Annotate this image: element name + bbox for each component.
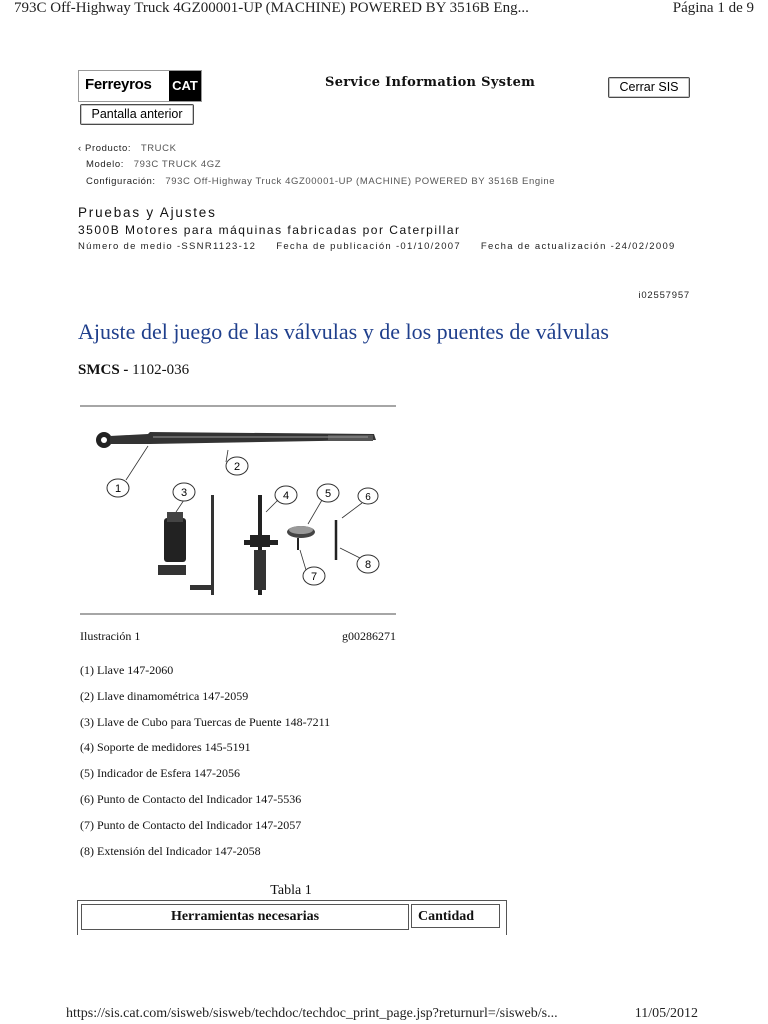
chevron-left-icon[interactable]: ‹ [78, 143, 82, 154]
list-item: (1) Llave 147-2060 [80, 663, 174, 677]
callout-7 [300, 550, 325, 585]
callout-label-3: 3 [180, 487, 188, 499]
callout-label-8: 8 [364, 559, 372, 571]
smcs-code [78, 362, 189, 379]
figure-graphic-id: g00286271 [342, 629, 396, 643]
callout-label-7: 7 [310, 571, 318, 583]
callout-label-1: 1 [114, 483, 122, 495]
model-row [86, 159, 221, 170]
callout-8 [340, 548, 379, 573]
section-info [78, 241, 690, 252]
list-item: (7) Punto de Contacto del Indicador 147-2057 [80, 817, 302, 832]
torque-wrench-drawing [96, 432, 376, 448]
config-label: Configuración: [86, 176, 156, 187]
smcs-value: 1102-036 [132, 362, 190, 378]
section-title: Pruebas y Ajustes [78, 205, 217, 220]
media-number: Número de medio -SSNR1123-12 [78, 241, 257, 252]
list-item: (5) Indicador de Esfera 147-2056 [80, 766, 240, 781]
print-page-number: Página 1 de 9 [672, 0, 754, 16]
list-item: (3) Llave de Cubo para Tuercas de Puente 148-7211 [80, 714, 331, 729]
tools-table [77, 900, 507, 935]
list-item: (6) Punto de Contacto del Indicador 147-5536 [80, 791, 302, 806]
callout-label-6: 6 [365, 492, 371, 503]
figure-caption [80, 629, 396, 644]
config-row [86, 176, 555, 187]
callout-label-2: 2 [233, 461, 241, 473]
print-header-title: 793C Off-Highway Truck 4GZ00001-UP (MACHINE) POWERED BY 3516B Eng... [14, 0, 529, 16]
callout-3 [173, 483, 195, 512]
document-id: i02557957 [638, 290, 690, 301]
update-date: Fecha de actualización -24/02/2009 [480, 241, 676, 252]
section-subtitle: 3500B Motores para máquinas fabricadas por Caterpillar [78, 223, 461, 237]
ferreyros-cat-logo [78, 70, 202, 102]
callout-label-4: 4 [282, 490, 290, 502]
smcs-label: SMCS - [78, 362, 129, 378]
list-item: (8) Extensión del Indicador 147-2058 [80, 843, 261, 858]
print-footer-date: 11/05/2012 [634, 1006, 698, 1021]
publication-date: Fecha de publicación -01/10/2007 [276, 241, 461, 252]
tools-illustration [78, 400, 396, 616]
callout-4 [266, 486, 297, 512]
product-row [78, 143, 177, 154]
callout-1 [107, 446, 148, 497]
callout-label-5: 5 [324, 488, 332, 500]
callout-2 [226, 450, 248, 475]
product-label: Producto: [85, 143, 132, 154]
callout-6 [342, 488, 378, 518]
ferreyros-logo-text: Ferreyros [85, 76, 152, 93]
table-caption: Tabla 1 [270, 883, 312, 898]
callout-5 [308, 484, 339, 524]
close-sis-button[interactable]: Cerrar SIS [608, 77, 690, 98]
model-label: Modelo: [86, 159, 124, 170]
socket-drawing [158, 495, 214, 595]
figure-caption-label: Ilustración 1 [80, 629, 141, 643]
table-header-tools: Herramientas necesarias [81, 904, 409, 930]
product-value: TRUCK [140, 143, 177, 154]
print-footer-url: https://sis.cat.com/sisweb/sisweb/techdoc/techdoc_print_page.jsp?returnurl=/sisweb/s... [66, 1006, 558, 1021]
back-button[interactable]: Pantalla anterior [80, 104, 194, 125]
sis-title: Service Information System [325, 75, 536, 90]
model-value: 793C TRUCK 4GZ [133, 159, 222, 170]
cat-logo: CAT [169, 71, 201, 101]
page-title: Ajuste del juego de las válvulas y de los puentes de válvulas [78, 319, 609, 344]
tool-list [80, 658, 330, 864]
list-item: (2) Llave dinamométrica 147-2059 [80, 688, 249, 703]
print-footer [66, 1006, 698, 1022]
config-value: 793C Off-Highway Truck 4GZ00001-UP (MACHINE) POWERED BY 3516B Engine [165, 176, 556, 187]
list-item: (4) Soporte de medidores 145-5191 [80, 740, 251, 755]
table-header-quantity: Cantidad [411, 904, 500, 928]
print-header [14, 0, 754, 17]
